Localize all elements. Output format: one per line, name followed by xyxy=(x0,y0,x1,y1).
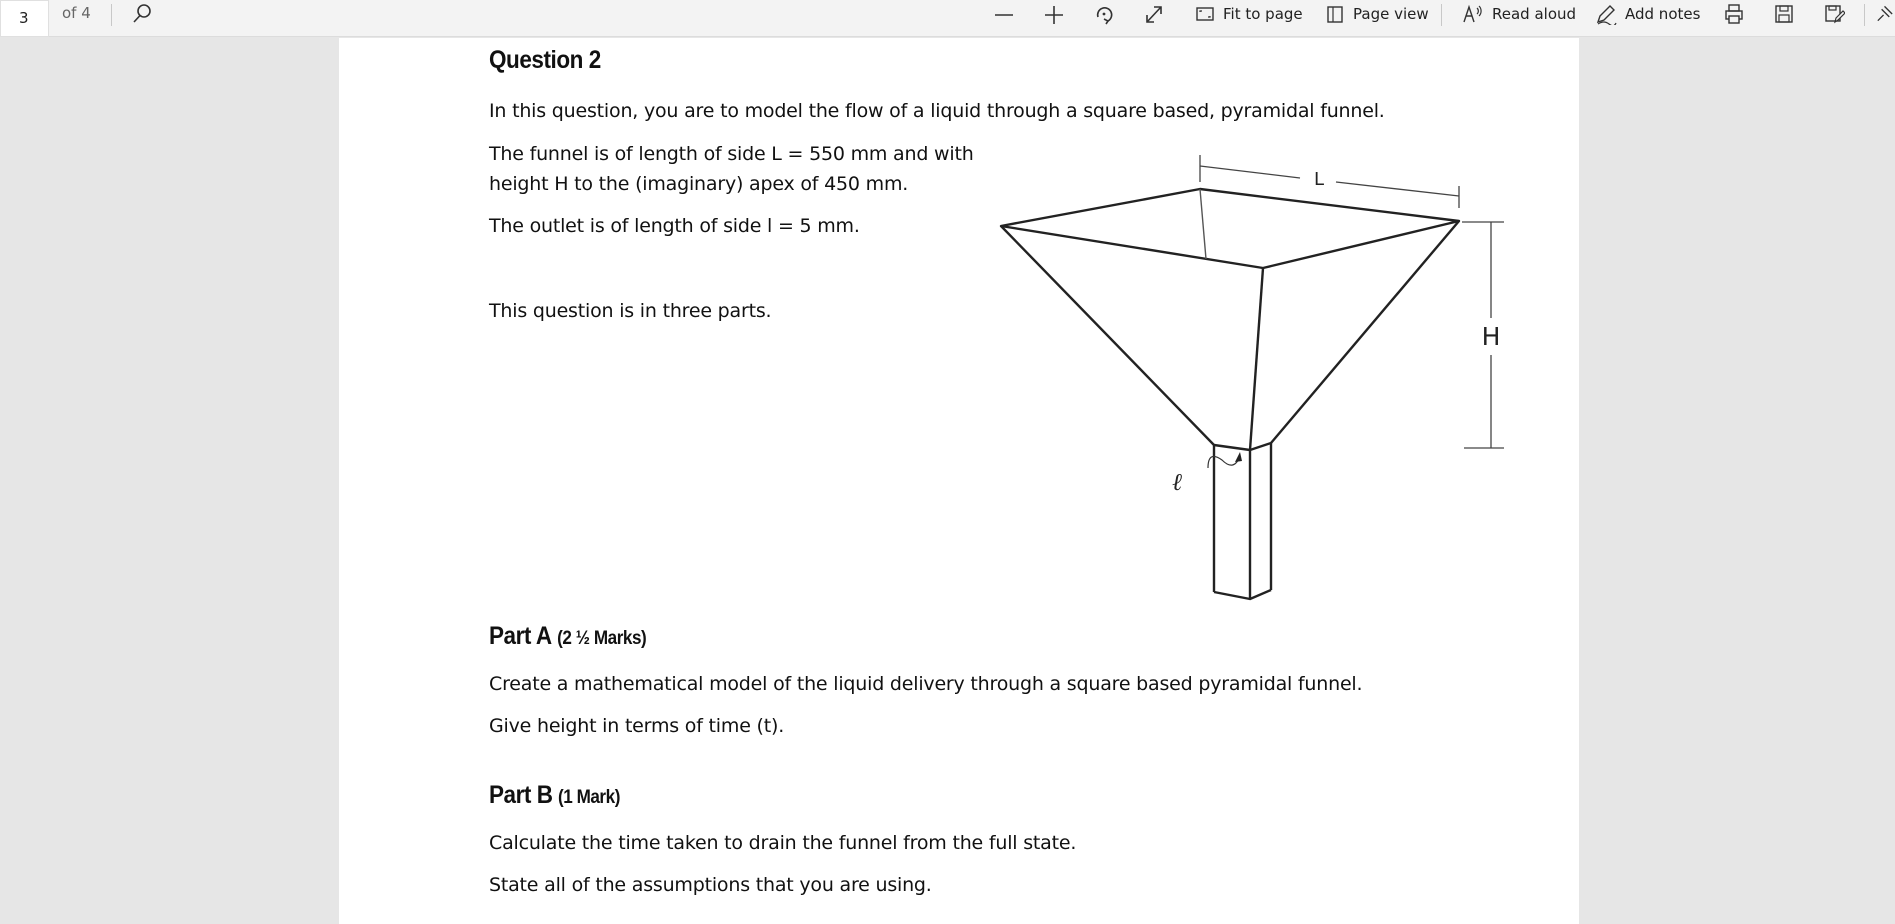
fullscreen-icon[interactable] xyxy=(1140,2,1168,26)
read-aloud-label: Read aloud xyxy=(1492,5,1577,23)
outlet-top xyxy=(1214,443,1271,450)
funnel-left-edge xyxy=(1001,226,1214,445)
page-view-icon xyxy=(1325,4,1345,24)
toolbar-divider xyxy=(1441,4,1442,26)
part-a-heading xyxy=(489,622,646,651)
question-title: Question 2 xyxy=(489,46,601,74)
search-icon[interactable] xyxy=(128,2,156,26)
zoom-out-icon[interactable] xyxy=(990,2,1018,26)
part-b-marks: (1 Mark) xyxy=(557,787,620,808)
funnel-front-edge xyxy=(1250,268,1263,450)
pin-icon[interactable] xyxy=(1874,2,1895,26)
zoom-in-icon[interactable] xyxy=(1040,2,1068,26)
part-b-line-1: Calculate the time taken to drain the funnel from the full state. xyxy=(489,832,1077,854)
rotate-icon[interactable] xyxy=(1090,2,1118,26)
label-L: L xyxy=(1313,169,1325,190)
part-a-title: Part A xyxy=(489,622,552,650)
add-notes-button[interactable] xyxy=(1595,0,1700,28)
part-a-marks: (2 ½ Marks) xyxy=(557,628,647,649)
read-aloud-button[interactable] xyxy=(1462,0,1576,28)
fit-to-page-button[interactable] xyxy=(1195,0,1303,28)
page-view-label: Page view xyxy=(1353,5,1429,23)
pdf-toolbar xyxy=(0,0,1895,37)
funnel-description-line-1: The funnel is of length of side L = 550 mm and with xyxy=(489,143,974,165)
funnel-description-line-2: height H to the (imaginary) apex of 450 mm. xyxy=(489,173,909,195)
page-view-button[interactable] xyxy=(1325,0,1429,28)
page-total-label: of 4 xyxy=(62,4,91,22)
part-b-title: Part B xyxy=(489,781,553,809)
part-a-line-1: Create a mathematical model of the liquid delivery through a square based pyramidal funnel. xyxy=(489,673,1363,695)
toolbar-divider xyxy=(111,4,112,26)
outlet-arrow-head xyxy=(1235,452,1242,462)
funnel-back-edge xyxy=(1200,189,1206,259)
intro-paragraph: In this question, you are to model the flow of a liquid through a square based, pyramidal funnel. xyxy=(489,100,1385,122)
read-aloud-icon xyxy=(1462,4,1484,24)
funnel-diagram xyxy=(990,145,1520,615)
label-l: ℓ xyxy=(1172,468,1182,496)
save-as-icon[interactable] xyxy=(1820,2,1848,26)
add-notes-label: Add notes xyxy=(1625,5,1701,23)
outlet-bottom xyxy=(1214,590,1271,599)
add-notes-icon xyxy=(1595,3,1617,25)
funnel-right-edge xyxy=(1271,221,1459,443)
parts-intro: This question is in three parts. xyxy=(489,300,772,322)
part-b-line-2: State all of the assumptions that you are using. xyxy=(489,874,932,896)
outlet-description: The outlet is of length of side l = 5 mm. xyxy=(489,215,860,237)
dimension-L xyxy=(1200,155,1459,208)
part-a-line-2: Give height in terms of time (t). xyxy=(489,715,785,737)
fit-page-icon xyxy=(1195,4,1215,24)
funnel-rim xyxy=(1001,189,1459,268)
save-icon[interactable] xyxy=(1770,2,1798,26)
part-b-heading xyxy=(489,781,620,810)
label-H: H xyxy=(1481,322,1501,351)
page-number-input[interactable]: 3 xyxy=(0,0,49,37)
fit-to-page-label: Fit to page xyxy=(1223,5,1303,23)
print-icon[interactable] xyxy=(1720,2,1748,26)
toolbar-divider xyxy=(1864,4,1865,26)
